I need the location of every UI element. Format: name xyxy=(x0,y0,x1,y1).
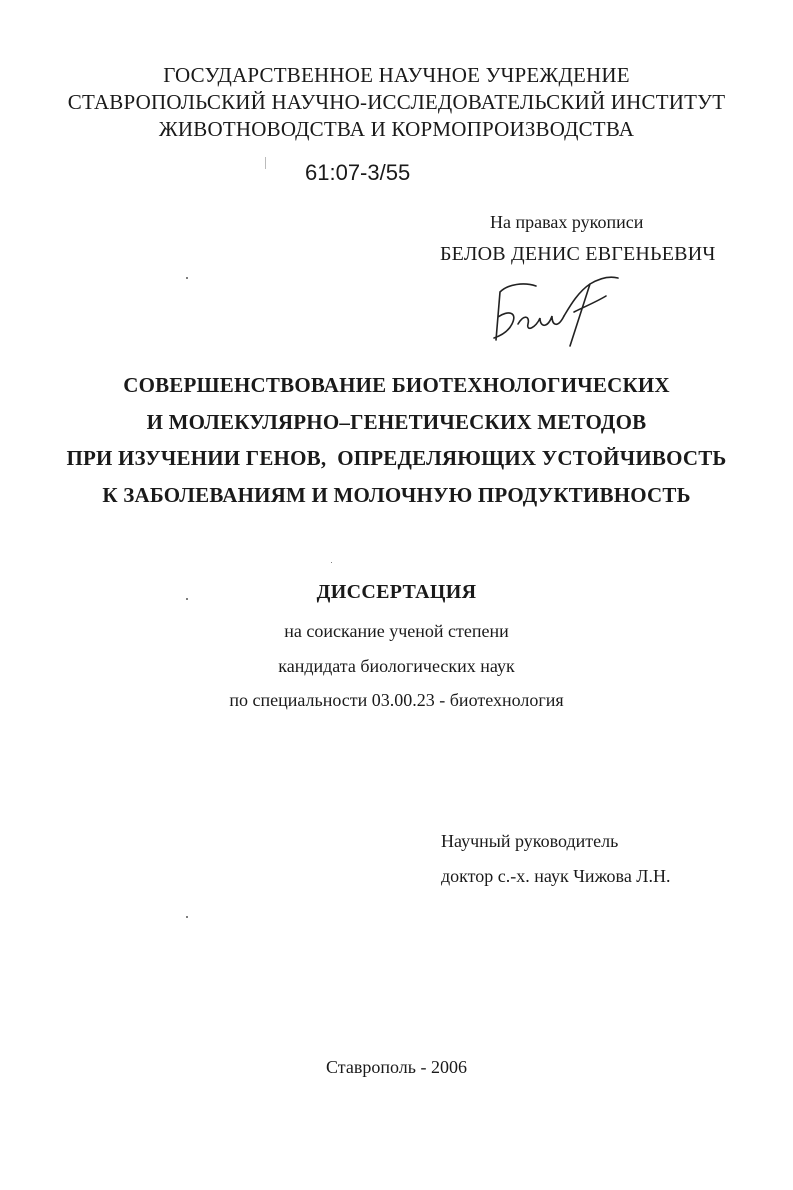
degree-line-1: на соискание ученой степени xyxy=(284,621,509,641)
supervisor-name: доктор с.-х. наук Чижова Л.Н. xyxy=(441,866,671,886)
supervisor-role: Научный руководитель xyxy=(441,831,619,851)
dissertation-title xyxy=(0,367,793,513)
title-line-1: СОВЕРШЕНСТВОВАНИЕ БИОТЕХНОЛОГИЧЕСКИХ xyxy=(123,373,670,397)
rights-note: На правах рукописи xyxy=(490,212,644,232)
scan-speck xyxy=(186,277,188,279)
title-line-3: ПРИ ИЗУЧЕНИИ ГЕНОВ, ОПРЕДЕЛЯЮЩИХ УСТОЙЧИВОСТЬ xyxy=(66,446,727,470)
degree-line-2: кандидата биологических наук xyxy=(278,656,515,676)
scan-speck xyxy=(186,598,188,600)
specialty-line: по специальности 03.00.23 - биотехнология xyxy=(229,690,564,710)
place-and-year: Ставрополь - 2006 xyxy=(326,1057,467,1077)
institution-line-1: ГОСУДАРСТВЕННОЕ НАУЧНОЕ УЧРЕЖДЕНИЕ xyxy=(163,63,630,87)
scan-speck xyxy=(186,916,188,918)
title-line-2: И МОЛЕКУЛЯРНО–ГЕНЕТИЧЕСКИХ МЕТОДОВ xyxy=(146,409,647,434)
author-name: БЕЛОВ ДЕНИС ЕВГЕНЬЕВИЧ xyxy=(440,243,716,265)
scan-speck xyxy=(331,562,332,563)
institution-line-2: СТАВРОПОЛЬСКИЙ НАУЧНО-ИССЛЕДОВАТЕЛЬСКИЙ ИНСТИТУТ xyxy=(67,90,726,114)
title-line-4: К ЗАБОЛЕВАНИЯМ И МОЛОЧНУЮ ПРОДУКТИВНОСТЬ xyxy=(102,482,691,507)
scan-mark xyxy=(265,157,266,169)
author-signature xyxy=(478,262,628,352)
institution-line-3: ЖИВОТНОВОДСТВА И КОРМОПРОИЗВОДСТВА xyxy=(158,117,635,141)
institution-name xyxy=(0,62,793,143)
document-type: ДИССЕРТАЦИЯ xyxy=(316,581,477,603)
catalog-code: 61:07-3/55 xyxy=(305,160,411,185)
